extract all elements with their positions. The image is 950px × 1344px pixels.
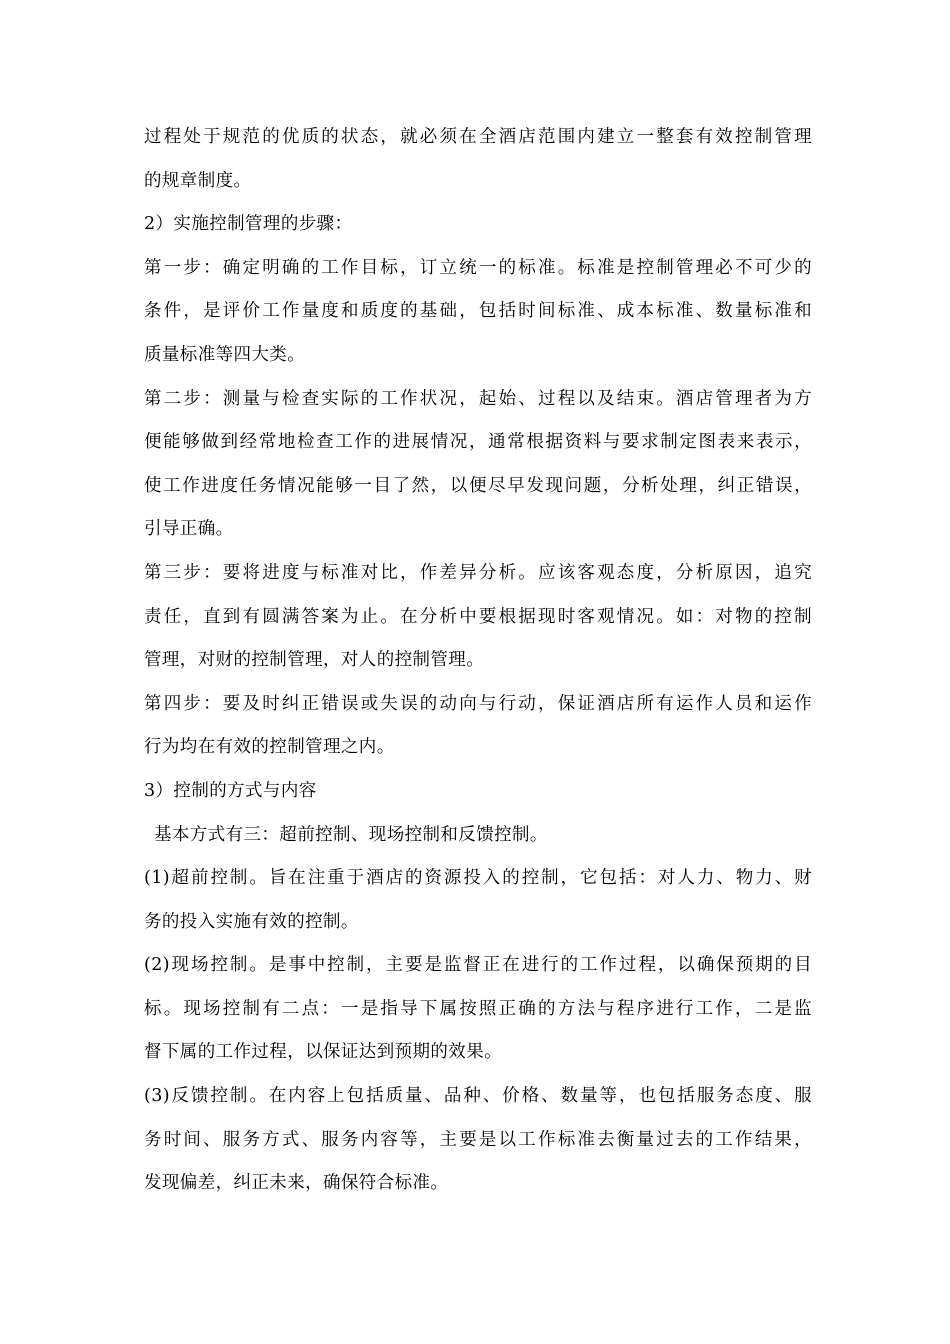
text-line: 基本方式有三：超前控制、现场控制和反馈控制。: [154, 824, 548, 845]
text-line: 第四步：要及时纠正错误或失误的动向与行动，保证酒店所有运作人员和运作: [144, 693, 812, 714]
text-line: 第三步：要将进度与标准对比，作差异分析。应该客观态度，分析原因，追究: [144, 562, 812, 583]
section-heading: 2）实施控制管理的步骤：: [144, 214, 353, 235]
text-line: 引导正确。: [144, 519, 234, 540]
text-line: 使工作进度任务情况能够一目了然，以便尽早发现问题，分析处理，纠正错误，: [144, 475, 812, 496]
text-line: 条件，是评价工作量度和质度的基础，包括时间标准、成本标准、数量标准和: [144, 301, 812, 322]
text-line: 务的投入实施有效的控制。: [144, 911, 359, 932]
text-line: 第二步：测量与检查实际的工作状况，起始、过程以及结束。酒店管理者为方: [144, 388, 812, 409]
text-line: 管理，对财的控制管理，对人的控制管理。: [144, 650, 485, 671]
text-line: (1)超前控制。旨在注重于酒店的资源投入的控制，它包括：对人力、物力、财: [144, 868, 812, 889]
text-line: (3)反馈控制。在内容上包括质量、品种、价格、数量等，也包括服务态度、服: [144, 1086, 812, 1107]
text-line: 发现偏差，纠正未来，确保符合标准。: [144, 1173, 449, 1194]
section-heading: 3）控制的方式与内容: [144, 780, 317, 801]
text-line: 质量标准等四大类。: [144, 344, 306, 365]
document-body: [144, 116, 812, 1206]
text-line: (2)现场控制。是事中控制，主要是监督正在进行的工作过程，以确保预期的目: [144, 955, 812, 976]
text-line: 责任，直到有圆满答案为止。在分析中要根据现时客观情况。如：对物的控制: [144, 606, 812, 627]
text-line: 务时间、服务方式、服务内容等，主要是以工作标准去衡量过去的工作结果，: [144, 1129, 812, 1150]
text-line: 行为均在有效的控制管理之内。: [144, 737, 395, 758]
text-line: 便能够做到经常地检查工作的进展情况，通常根据资料与要求制定图表来表示，: [144, 432, 812, 453]
text-line: 的规章制度。: [144, 170, 252, 191]
text-line: 第一步：确定明确的工作目标，订立统一的标准。标准是控制管理必不可少的: [144, 257, 812, 278]
text-line: 督下属的工作过程，以保证达到预期的效果。: [144, 1042, 502, 1063]
text-line: 过程处于规范的优质的状态，就必须在全酒店范围内建立一整套有效控制管理: [144, 127, 812, 147]
text-line: 标。现场控制有二点：一是指导下属按照正确的方法与程序进行工作，二是监: [144, 998, 812, 1019]
